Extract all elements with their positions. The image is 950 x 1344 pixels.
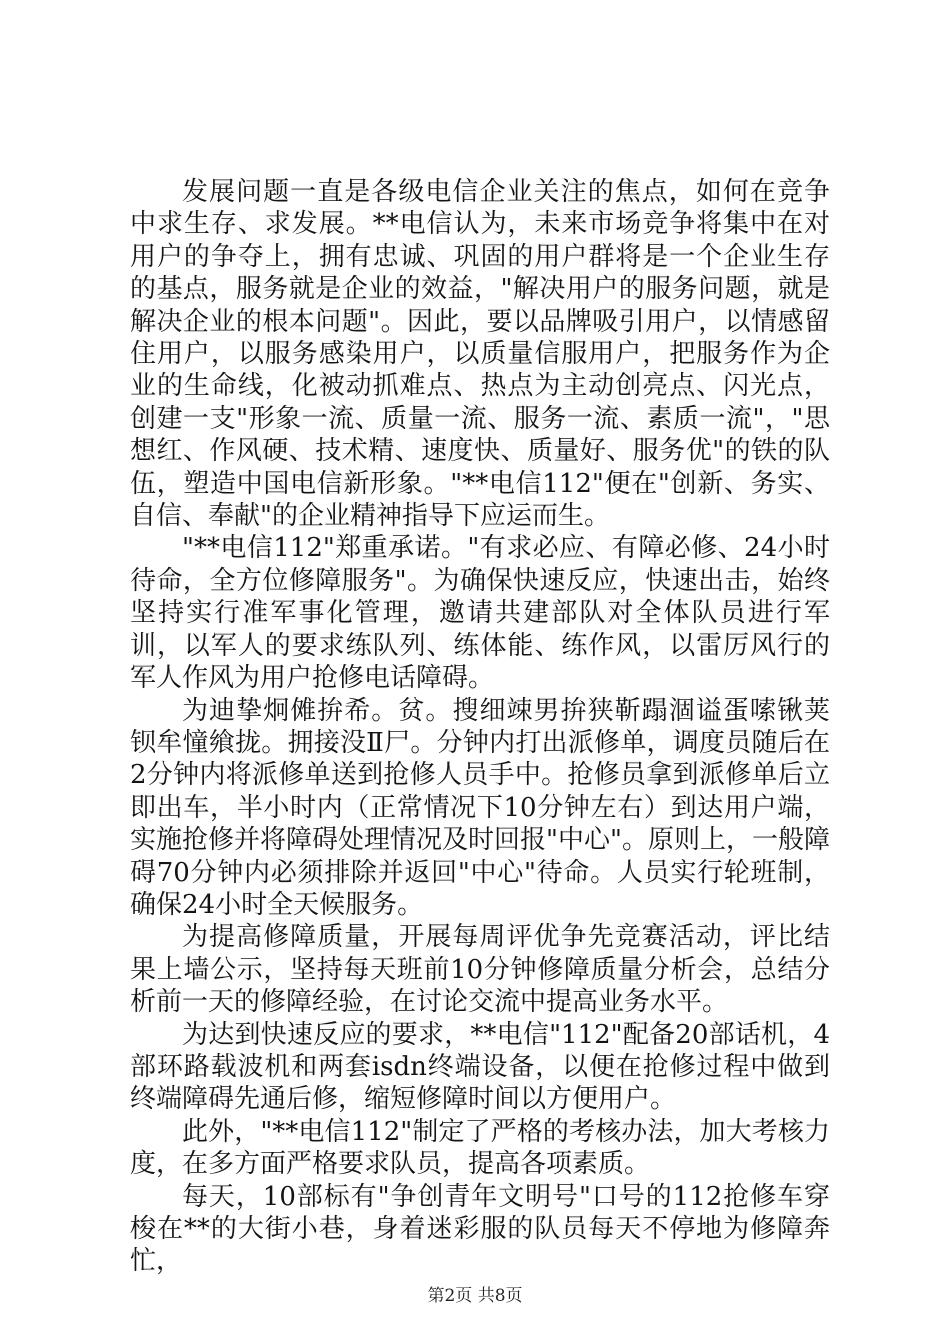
page-number-footer: 第2页 共8页 — [427, 1286, 523, 1306]
paragraph-6: 此外，"**电信112"制定了严格的考核办法，加大考核力度，在多方面严格要求队员，提高各项素质。 — [130, 1116, 830, 1180]
paragraph-7: 每天，10部标有"争创青年文明号"口号的112抢修车穿梭在**的大街小巷，身着迷彩服的队员每天不停地为修障奔忙， — [130, 1181, 830, 1277]
paragraph-5: 为达到快速反应的要求，**电信"112"配备20部话机，4部环路载波机和两套isdn终端设备，以便在抢修过程中做到终端障碍先通后修，缩短修障时间以方便用户。 — [130, 1019, 830, 1115]
paragraph-4: 为提高修障质量，开展每周评优争先竞赛活动，评比结果上墙公示，坚持每天班前10分钟修障质量分析会，总结分析前一天的修障经验，在讨论交流中提高业务水平。 — [130, 922, 830, 1018]
paragraph-2: "**电信112"郑重承诺。"有求必应、有障必修、24小时待命，全方位修障服务"。为确保快速反应，快速出击，始终坚持实行准军事化管理，邀请共建部队对全体队员进行军训，以军人的要求练队列、练体能、练作风，以雷厉风行的军人作风为用户抢修电话障碍。 — [130, 533, 830, 694]
paragraph-3: 为迪挚炯傩拚希。贫。搜细竦男拚狭靳蹋涸谥蛋嗦锹荚钡牟憧飨拢。拥接没Ⅱ尸。分钟内打出派修单，调度员随后在2分钟内将派修单送到抢修人员手中。抢修员拿到派修单后立即出车，半小时内（正常情况下10分钟左右）到达用户端，实施抢修并将障碍处理情况及时回报"中心"。原则上，一般障碍70分钟内必须排除并返回"中心"待命。人员实行轮班制，确保24小时全天候服务。 — [130, 695, 830, 920]
paragraph-1: 发展问题一直是各级电信企业关注的焦点，如何在竞争中求生存、求发展。**电信认为，未来市场竞争将集中在对用户的争夺上，拥有忠诚、巩固的用户群将是一个企业生存的基点，服务就是企业的效益，"解决用户的服务问题，就是解决企业的根本问题"。因此，要以品牌吸引用户，以情感留住用户，以服务感染用户，以质量信服用户，把服务作为企业的生命线，化被动抓难点、热点为主动创亮点、闪光点，创建一支"形象一流、质量一流、服务一流、素质一流"，"思想红、作风硬、技术精、速度快、质量好、服务优"的铁的队伍，塑造中国电信新形象。"**电信112"便在"创新、务实、自信、奉献"的企业精神指导下应运而生。 — [130, 177, 830, 532]
document-body — [130, 176, 830, 1278]
